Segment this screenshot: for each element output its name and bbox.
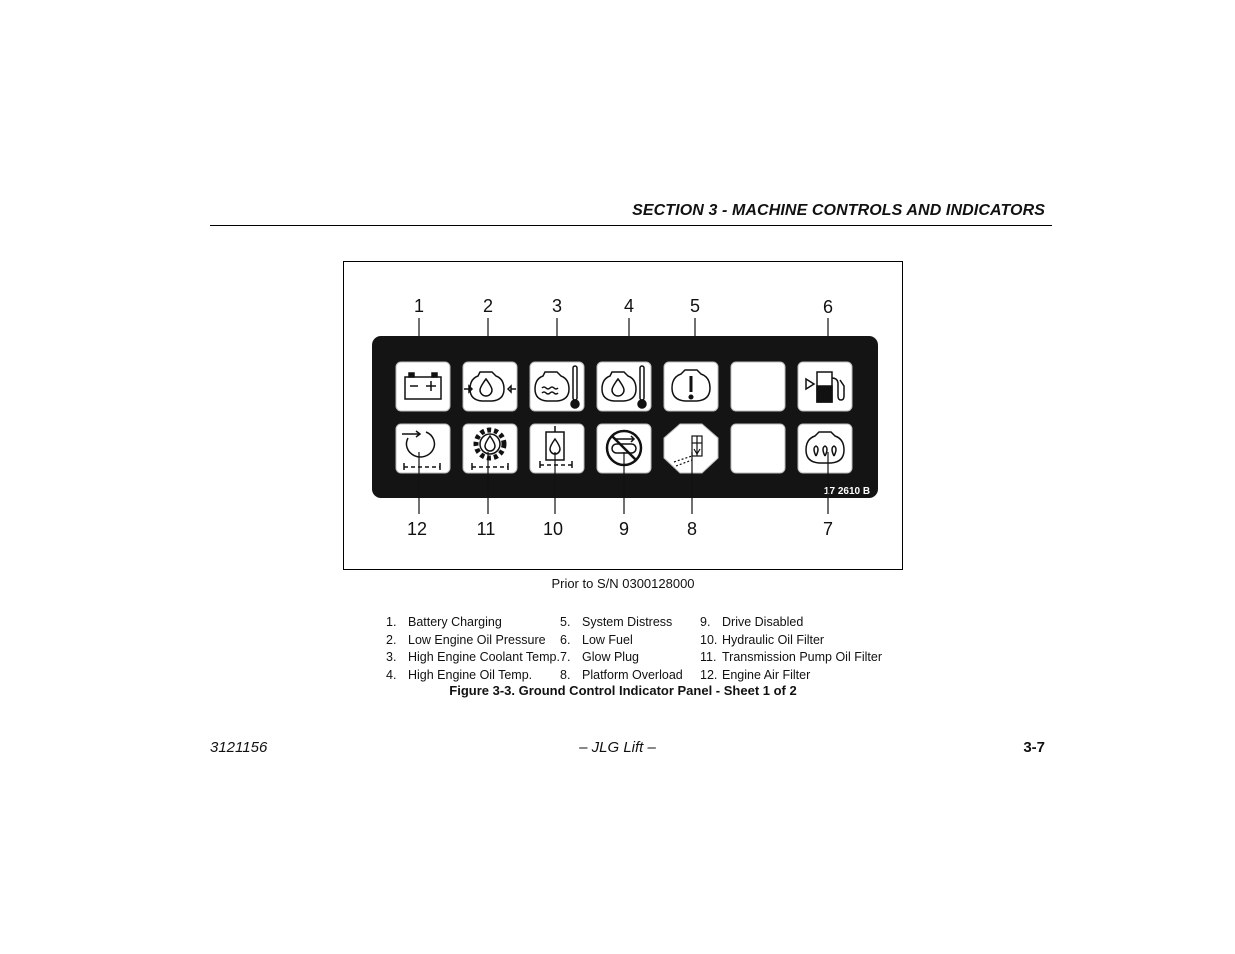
figure-box [343, 261, 903, 570]
legend-item: 5. System Distress [560, 615, 673, 629]
callout-number: 9 [618, 519, 630, 539]
callout-number: 6 [822, 297, 834, 317]
legend-item: 2. Low Engine Oil Pressure [386, 632, 546, 647]
figure-caption: Prior to S/N 0300128000 [551, 576, 695, 591]
callout-number: 11 [476, 519, 496, 539]
legend-item: 6. Low Fuel [560, 632, 633, 647]
callout-number: 4 [623, 296, 635, 316]
legend-item: 1. Battery Charging [386, 615, 502, 629]
section-title: SECTION 3 - MACHINE CONTROLS AND INDICATORS [632, 202, 1045, 219]
callout-number: 12 [406, 519, 428, 539]
legend-item: 4. High Engine Oil Temp. [386, 667, 533, 682]
callout-number: 3 [551, 296, 563, 316]
legend-column-1 [386, 614, 560, 684]
callout-number: 10 [542, 519, 564, 539]
page-number: 3-7 [1023, 739, 1045, 756]
header-rule [210, 225, 1052, 226]
panel-part-number: 17 2610 B [823, 486, 871, 497]
legend-item: 3. High Engine Coolant Temp. [386, 650, 560, 664]
footer-publisher: – JLG Lift – [579, 739, 656, 756]
callout-number: 5 [689, 296, 701, 316]
callout-number: 1 [413, 296, 425, 316]
callout-number: 8 [686, 519, 698, 539]
legend-item: 8. Platform Overload [560, 667, 683, 682]
callout-number: 7 [822, 519, 834, 539]
panel-body [372, 336, 878, 498]
callout-number: 2 [482, 296, 494, 316]
legend-item: 12. Engine Air Filter [700, 667, 811, 682]
indicator-panel-illustration [344, 262, 902, 569]
document-number: 3121156 [210, 739, 268, 756]
legend-column-2 [560, 614, 683, 684]
legend-item: 9. Drive Disabled [700, 615, 804, 629]
figure-title: Figure 3-3. Ground Control Indicator Panel - Sheet 1 of 2 [449, 683, 797, 698]
legend-item: 11. Transmission Pump Oil Filter [700, 650, 882, 664]
legend-column-3 [700, 614, 882, 684]
legend-item: 7. Glow Plug [560, 650, 639, 664]
legend-item: 10. Hydraulic Oil Filter [700, 632, 825, 647]
